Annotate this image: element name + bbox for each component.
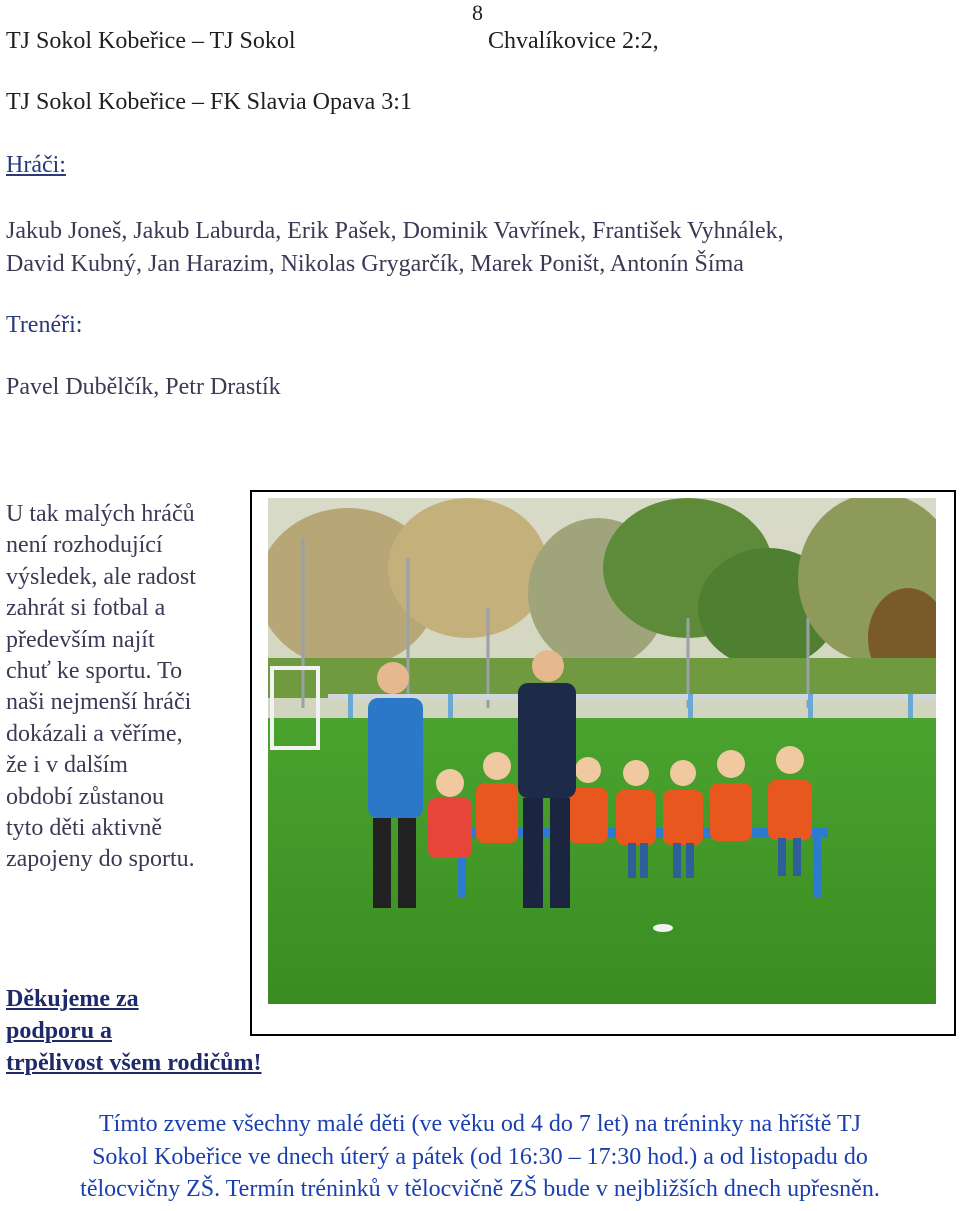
thanks-line: podporu a	[6, 1018, 113, 1044]
note-line: zapojeny do sportu.	[6, 846, 195, 873]
match-result-1-away: Chvalíkovice 2:2,	[488, 28, 659, 54]
invitation-line: Tímto zveme všechny malé děti (ve věku od 4 do 7 let) na tréninky na hříště TJ	[98, 1111, 861, 1137]
coaches-heading: Trenéři:	[6, 312, 83, 338]
page-number: 8	[472, 0, 483, 25]
note-line: zahrát si fotbal a	[6, 595, 166, 622]
note-line: chuť ke sportu. To	[6, 658, 183, 685]
players-line: David Kubný, Jan Harazim, Nikolas Grygarčík, Marek Poništ, Antonín Šíma	[6, 251, 744, 277]
match-result-2: TJ Sokol Kobeřice – FK Slavia Opava 3:1	[6, 89, 412, 115]
coaches-list: Pavel Dubělčík, Petr Drastík	[6, 374, 281, 400]
thanks-line: Děkujeme za	[6, 986, 139, 1012]
note-line: především najít	[6, 626, 155, 653]
note-line: dokázali a věříme,	[6, 720, 183, 747]
thanks-message	[6, 983, 262, 1079]
players-list	[6, 215, 784, 281]
team-photo	[268, 498, 936, 1004]
note-line: naši nejmenší hráči	[6, 689, 192, 716]
note-line: výsledek, ale radost	[6, 563, 196, 590]
note-line: tyto děti aktivně	[6, 815, 162, 842]
note-line: období zůstanou	[6, 783, 164, 810]
note-line: že i v dalším	[6, 752, 128, 779]
players-heading: Hráči:	[6, 152, 66, 178]
note-line: U tak malých hráčů	[6, 501, 195, 527]
players-line: Jakub Joneš, Jakub Laburda, Erik Pašek, Dominik Vavřínek, František Vyhnálek,	[6, 218, 784, 244]
team-photo-frame	[250, 490, 956, 1036]
note-line: není rozhodující	[6, 532, 163, 559]
thanks-line: trpělivost všem rodičům!	[6, 1050, 262, 1076]
invitation-line: tělocvičny ZŠ. Termín tréninků v tělocvičně ZŠ bude v nejbližších dnech upřesněn.	[80, 1176, 880, 1202]
invitation-line: Sokol Kobeřice ve dnech úterý a pátek (od 16:30 – 17:30 hod.) a od listopadu do	[92, 1143, 868, 1170]
note-paragraph	[6, 499, 244, 876]
training-invitation	[0, 1108, 960, 1206]
match-result-1-home: TJ Sokol Kobeřice – TJ Sokol	[6, 28, 296, 54]
